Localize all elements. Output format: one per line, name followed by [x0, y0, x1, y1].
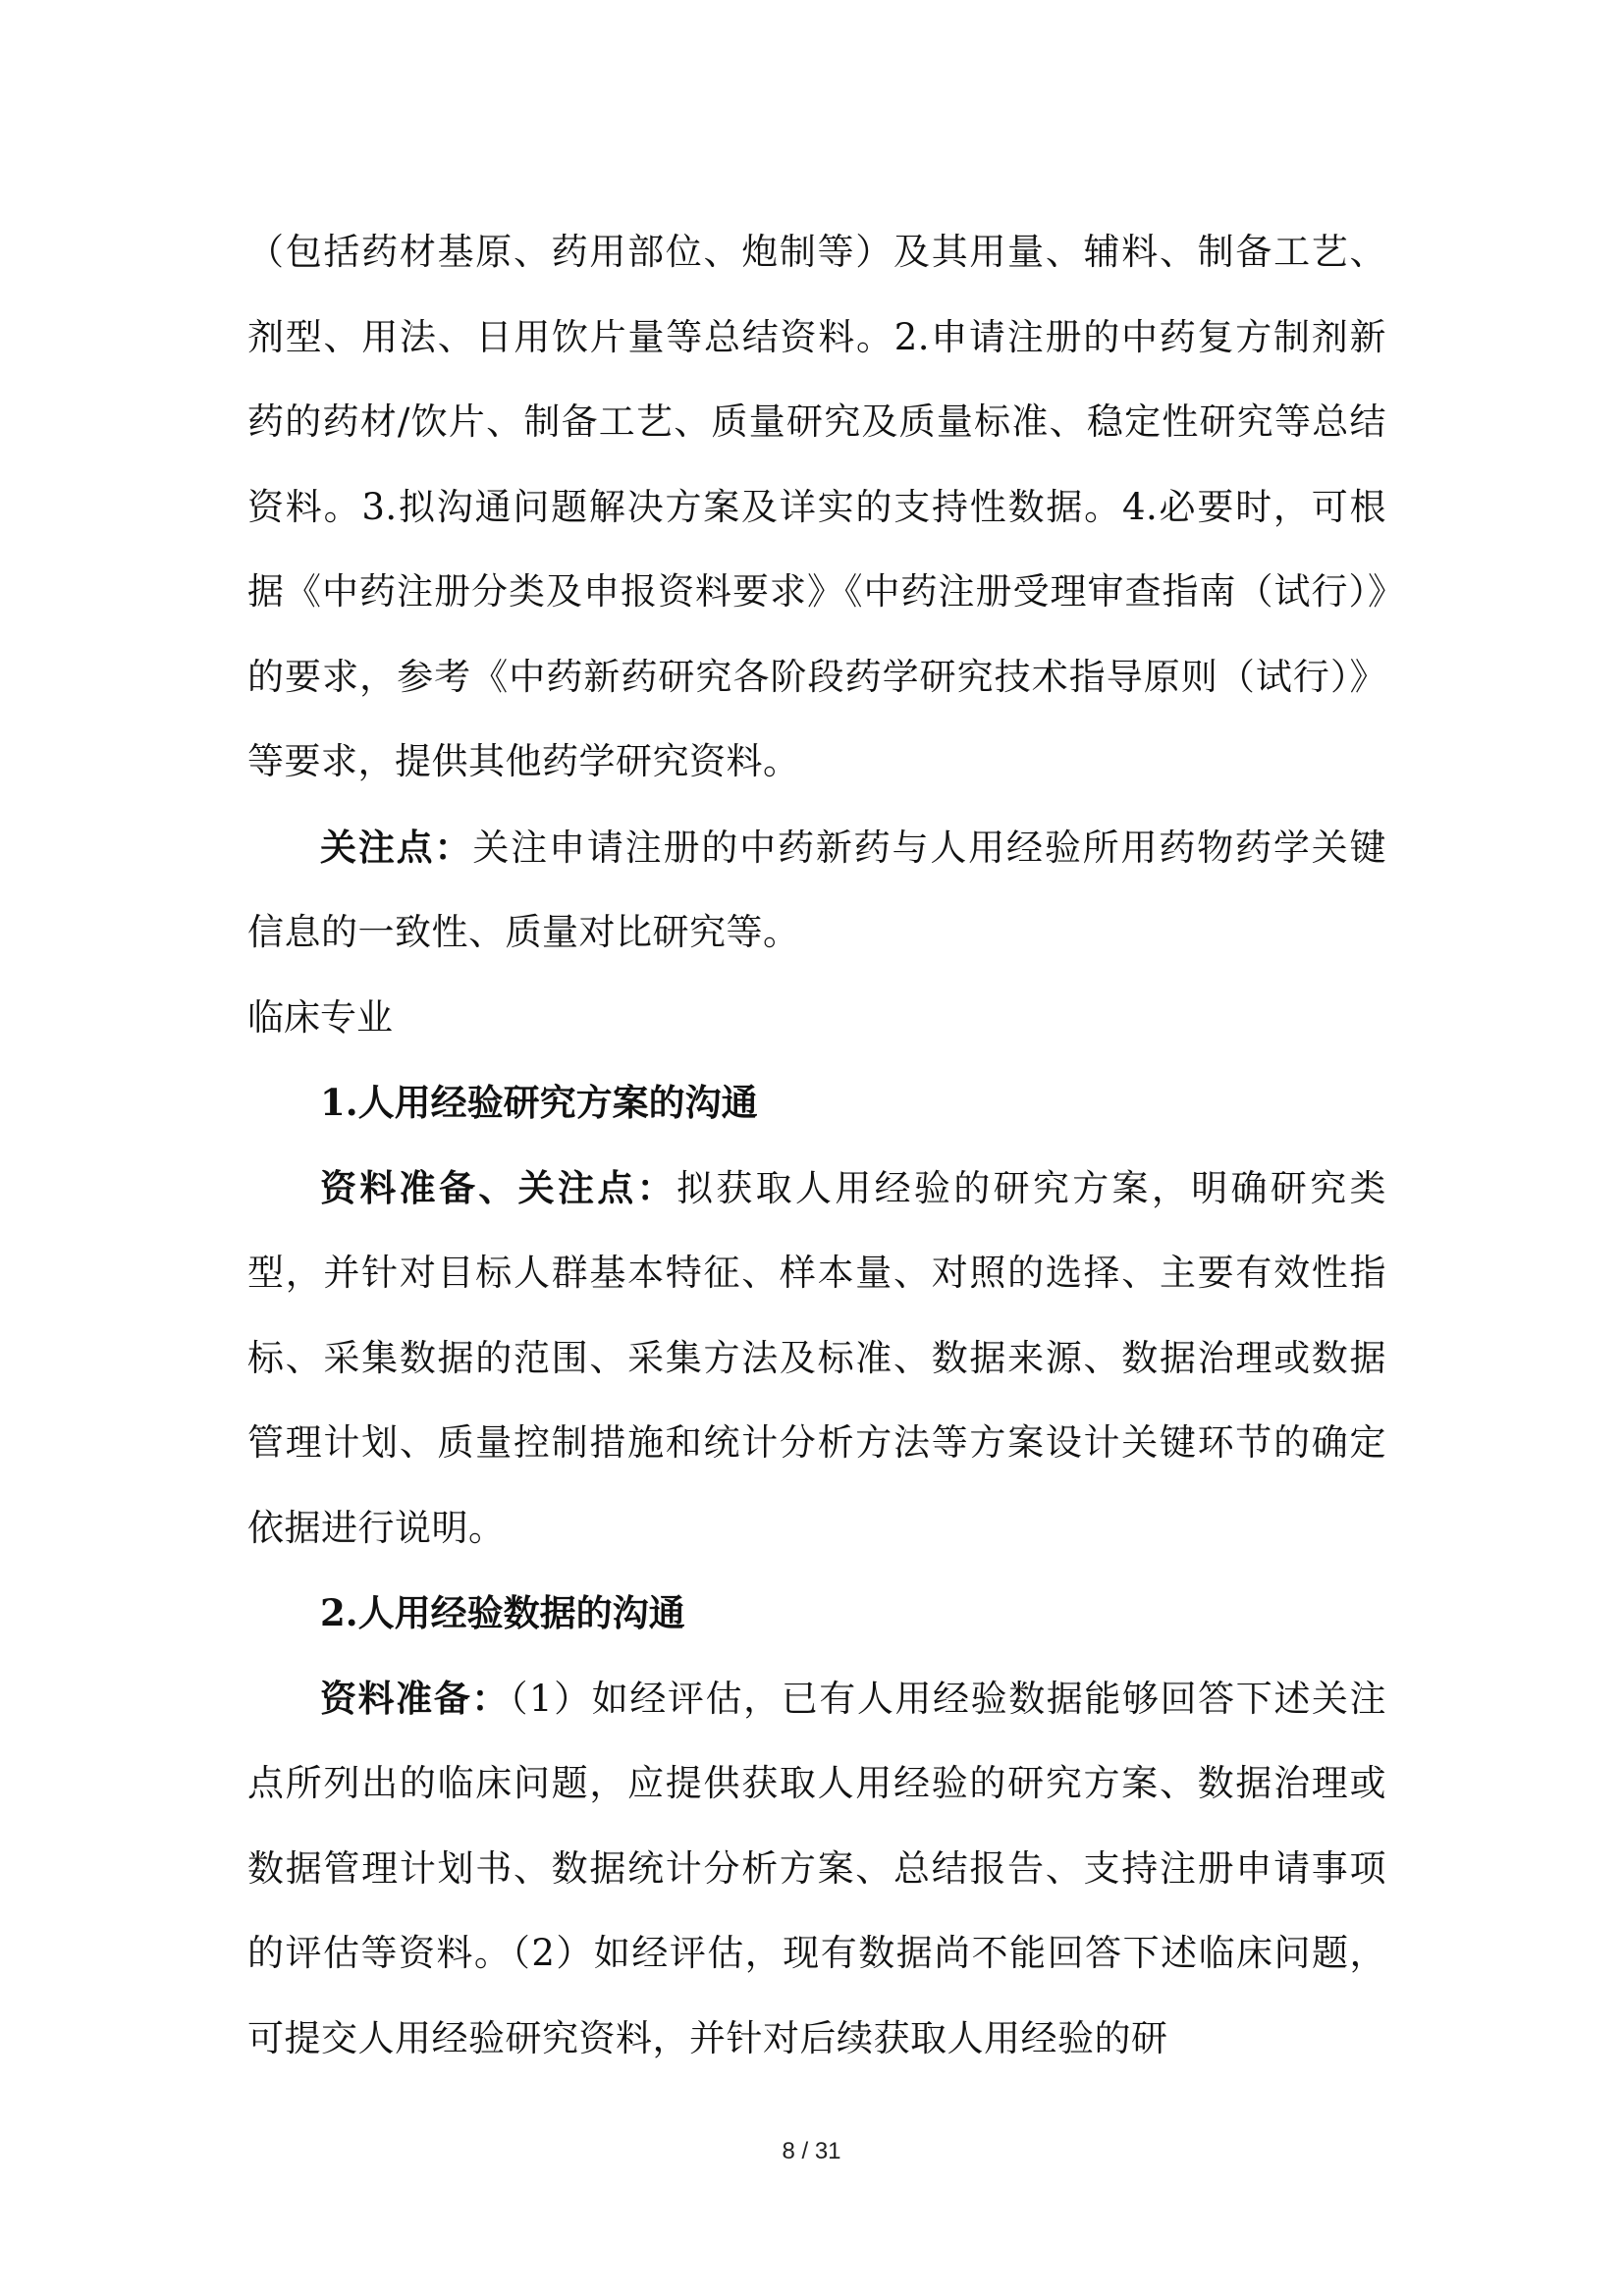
paragraph-text: 关注申请注册的中药新药与人用经验所用药物药学关键信息的一致性、质量对比研究等。: [247, 826, 1387, 953]
paragraph-label: 资料准备：: [320, 1676, 510, 1720]
paragraph-label: 资料准备、关注点：: [320, 1165, 676, 1209]
paragraph-text: （包括药材基原、药用部位、炮制等）及其用量、辅料、制备工艺、剂型、用法、日用饮片量等总结资料。2.申请注册的中药复方制剂新药的药材/饮片、制备工艺、质量研究及质量标准、稳定性研究等总结资料。3.拟沟通问题解决方案及详实的支持性数据。4.必要时，可根据《中药注册分类及申报资料要求》《中药注册受理审查指南（试行）》的要求，参考《中药新药研究各阶段药学研究技术指导原则（试行）》等要求，提供其他药学研究资料。: [247, 231, 1386, 782]
paragraph-text: 拟获取人用经验的研究方案，明确研究类型，并针对目标人群基本特征、样本量、对照的选择、主要有效性指标、采集数据的范围、采集方法及标准、数据来源、数据治理或数据管理计划、质量控制措施和统计分析方法等方案设计关键环节的确定依据进行说明。: [247, 1166, 1387, 1549]
paragraph-protocol-materials: [247, 1146, 1386, 1572]
section-title-clinical: 临床专业: [247, 995, 393, 1039]
subsection-title-human-experience-data: 2.人用经验数据的沟通: [320, 1591, 685, 1634]
paragraph-pharmacy-materials: [247, 210, 1386, 805]
paragraph-label: 关注点：: [320, 825, 473, 869]
document-body: [247, 210, 1386, 2081]
paragraph-text: （1）如经评估，已有人用经验数据能够回答下述关注点所列出的临床问题，应提供获取人用经验的研究方案、数据治理或数据管理计划书、数据统计分析方案、总结报告、支持注册申请事项的评估等资料。（2）如经评估，现有数据尚不能回答下述临床问题，可提交人用经验研究资料，并针对后续获取人用经验的研: [247, 1677, 1387, 2059]
page-number: 8 / 31: [782, 2138, 841, 2164]
paragraph-pharmacy-focus: [247, 805, 1386, 976]
subsection-title-study-protocol: 1.人用经验研究方案的沟通: [320, 1081, 758, 1124]
paragraph-data-materials: [247, 1656, 1386, 2082]
